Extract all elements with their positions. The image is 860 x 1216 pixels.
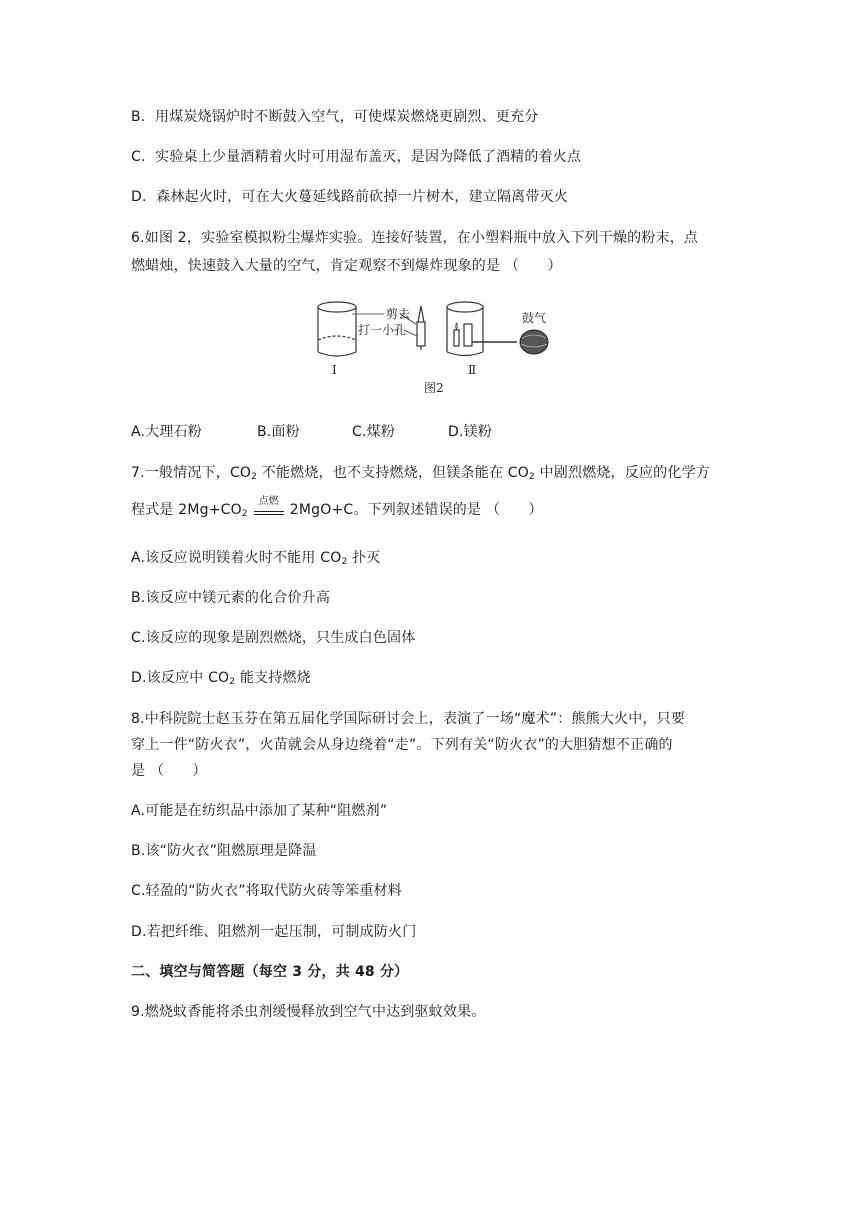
q5-option-c: C．实验桌上少量酒精着火时可用湿布盖灭，是因为降低了酒精的着火点 [131,149,582,165]
label-cut: 剪去 [386,307,411,321]
q7-stem-1a: 7.一般情况下，CO [131,465,252,481]
q7-option-a [131,548,380,568]
label-apparatus-i: Ⅰ [332,363,337,377]
q6-stem-line-2: 燃蜡烛，快速鼓入大量的空气，肯定观察不到爆炸现象的是 （ ） [131,258,562,274]
q9-stem-line-1: 9.燃烧蚊香能将杀虫剂缓慢释放到空气中达到驱蚊效果。 [131,1004,486,1020]
label-hole: 打一小孔 [358,323,407,337]
q6-option-d: D.镁粉 [448,424,493,440]
q7-option-a-text: A.该反应说明镁着火时不能用 CO [131,550,342,566]
q7-stem-line-1 [131,463,710,483]
section-2-heading: 二、填空与简答题（每空 3 分，共 48 分） [131,964,409,980]
q7-stem-line-2 [131,496,543,520]
figure-2-apparatus [312,296,558,402]
subscript: 2 [229,677,236,687]
q6-options [131,422,731,442]
subscript: 2 [529,472,535,482]
q7-stem-2b: 2MgO+C。下列叙述错误的是 （ ） [289,502,543,518]
q6-option-c: C.煤粉 [352,424,396,440]
q7-stem-2a: 程式是 2Mg+CO [131,502,242,518]
q8-option-c: C.轻盈的“防火衣”将取代防火砖等笨重材料 [131,883,402,899]
subscript: 2 [251,472,258,482]
q8-stem-line-2: 穿上一件“防火衣”，火苗就会从身边绕着“走”。下列有关“防火衣”的大胆猜想不正确的 [131,737,673,753]
q7-option-d-text: D.该反应中 CO [131,670,230,686]
q7-option-c: C.该反应的现象是剧烈燃烧，只生成白色固体 [131,630,416,646]
q7-stem-1b: 不能燃烧，也不支持燃烧，但镁条能在 CO [257,465,529,481]
label-apparatus-ii: Ⅱ [468,363,477,377]
figure-caption: 图2 [424,381,444,395]
q5-option-b: B．用煤炭烧锅炉时不断鼓入空气，可使煤炭燃烧更剧烈、更充分 [131,109,539,125]
q8-option-d: D.若把纤维、阻燃剂一起压制，可制成防火门 [131,924,417,940]
reaction-condition [252,496,286,520]
q5-option-d: D．森林起火时，可在大火蔓延线路前砍掉一片树木，建立隔离带灭火 [131,189,568,205]
q8-stem-line-3: 是 （ ） [131,763,207,779]
q7-option-b: B.该反应中镁元素的化合价升高 [131,590,331,606]
q6-stem-line-1: 6.如图 2，实验室模拟粉尘爆炸实验。连接好装置，在小塑料瓶中放入下列干燥的粉末，点 [131,230,699,246]
reaction-condition-label: 点燃 [258,496,279,507]
q7-stem-1c: 中剧烈燃烧，反应的化学方 [534,465,710,481]
q7-option-a-tail: 扑灭 [347,550,381,566]
q7-option-d-tail: 能支持燃烧 [235,670,311,686]
subscript: 2 [241,509,248,519]
q8-option-b: B.该“防火衣”阻燃原理是降温 [131,843,317,859]
q8-stem-line-1: 8.中科院院士赵玉芬在第五届化学国际研讨会上，表演了一场“魔术”：熊熊大火中，只要 [131,711,686,727]
figure-2-drawing [312,296,558,402]
q8-option-a: A.可能是在纺织品中添加了某种“阻燃剂” [131,803,388,819]
label-blow: 鼓气 [522,311,547,325]
q6-option-a: A.大理石粉 [131,424,202,440]
subscript: 2 [341,557,348,567]
q6-option-b: B.面粉 [257,424,300,440]
q7-option-d [131,668,311,688]
